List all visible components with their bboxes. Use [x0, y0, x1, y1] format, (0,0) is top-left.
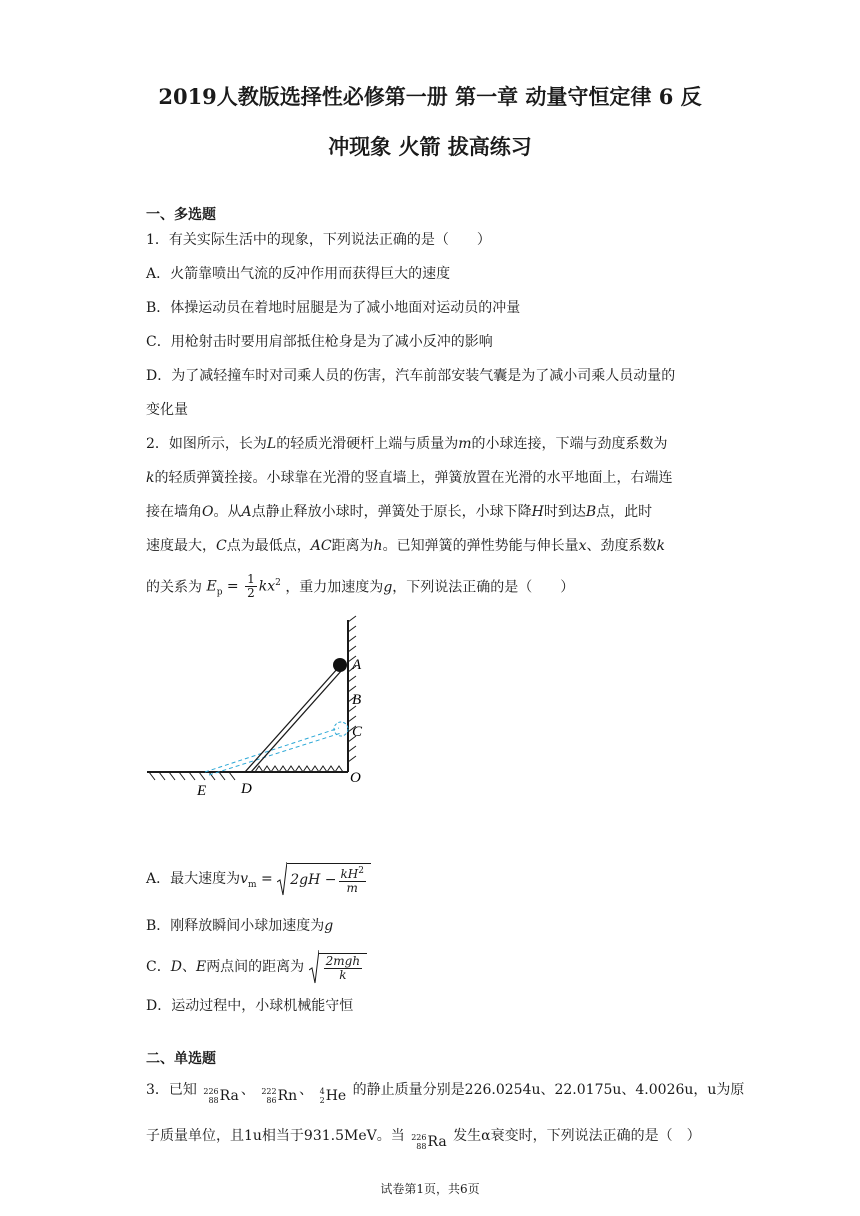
- rod-spring-figure: [145, 612, 375, 802]
- label-e: E: [197, 783, 207, 799]
- q2-stem-line3: 接在墙角O。从A点静止释放小球时，弹簧处于原长，小球下降H时到达B点，此时: [146, 504, 653, 520]
- title-line-1: 2019人教版选择性必修第一册 第一章 动量守恒定律 6 反: [158, 84, 702, 109]
- rod-lower-edge: [251, 670, 342, 772]
- nuclide-ra-2: 226 88 Ra: [411, 1133, 447, 1151]
- nuclide-rn: 222 86 Rn: [261, 1087, 298, 1105]
- ball: [333, 658, 347, 672]
- q2-stem-line5: 的关系为 $E_p$ = $\frac{1}{2}$ $kx^2$ ，重力加速度为g，下列说法正确的是（ ）: [146, 568, 574, 607]
- section-heading-single-choice: 二、单选题: [146, 1051, 216, 1067]
- q1-option-d-line1: D．为了减轻撞车时对司乘人员的伤害，汽车前部安装气囊是为了减小司乘人员动量的: [146, 368, 676, 384]
- q2-stem-line4: 速度最大，C点为最低点，AC距离为h。已知弹簧的弹性势能与伸长量x、劲度系数k: [146, 538, 665, 554]
- nuclide-he: 4 2 He: [319, 1087, 347, 1105]
- sqrt-de-distance: $\frac{\text{2mgh}}{k}$: [309, 950, 367, 984]
- sqrt-max-velocity: 2gH − $\frac{kH^2}{m}$: [277, 862, 371, 896]
- section-heading-multiple-choice: 一、多选题: [146, 207, 216, 223]
- q3-stem-line2: 子质量单位，且1u相当于931.5MeV。当 226 88 Ra 发生α衰变时，下列说法正确的是（ ）: [146, 1124, 701, 1154]
- rod-upper-edge: [245, 668, 338, 772]
- q2-stem-line2: k的轻质弹簧拴接。小球靠在光滑的竖直墙上，弹簧放置在光滑的水平地面上，右端连: [146, 470, 673, 486]
- label-d: D: [241, 781, 252, 797]
- q2-option-b: B．刚释放瞬间小球加速度为g: [146, 918, 334, 934]
- label-o: O: [350, 770, 361, 786]
- q2-option-d: D．运动过程中，小球机械能守恒: [146, 998, 354, 1014]
- label-c: C: [352, 724, 363, 740]
- page-title: [120, 72, 740, 172]
- q1-option-c: C．用枪射击时要用肩部抵住枪身是为了减小反冲的影响: [146, 334, 493, 350]
- q1-option-b: B．体操运动员在着地时屈腿是为了减小地面对运动员的冲量: [146, 300, 521, 316]
- nuclide-ra: 226 88 Ra: [203, 1087, 239, 1105]
- q2-option-c: C．D、E两点间的距离为 $\frac{\text{2mgh}}{k}$: [146, 950, 367, 984]
- label-b: B: [352, 692, 362, 708]
- wall-hatching: [348, 616, 356, 762]
- q1-option-a: A．火箭靠喷出气流的反冲作用而获得巨大的速度: [146, 266, 451, 282]
- q1-option-d-line2: 变化量: [146, 402, 188, 418]
- elastic-energy-formula: $E_p$ = $\frac{1}{2}$ $kx^2$: [206, 572, 281, 601]
- q1-stem: 1．有关实际生活中的现象，下列说法正确的是（ ）: [146, 232, 491, 248]
- title-line-2: 冲现象 火箭 拔高练习: [328, 134, 532, 159]
- ball-lowest-dashed: [334, 722, 348, 736]
- rod-lowest-dashed-1: [205, 728, 339, 772]
- page-footer: 试卷第1页，共6页: [380, 1182, 480, 1196]
- label-a: A: [352, 657, 362, 673]
- q3-stem-line1: 3．已知 226 88 Ra 、 222 86 Rn 、 4 2 He 的静止质量分别是226.0254u、22.0175u、4.0026u，u为原: [146, 1078, 744, 1108]
- q2-option-a: A．最大速度为$v_m$ = 2gH − $\frac{kH^2}{m}$: [146, 862, 371, 900]
- ground-hatching: [149, 772, 235, 780]
- q2-stem-line1: 2．如图所示，长为L的轻质光滑硬杆上端与质量为m的小球连接，下端与劲度系数为: [146, 436, 668, 452]
